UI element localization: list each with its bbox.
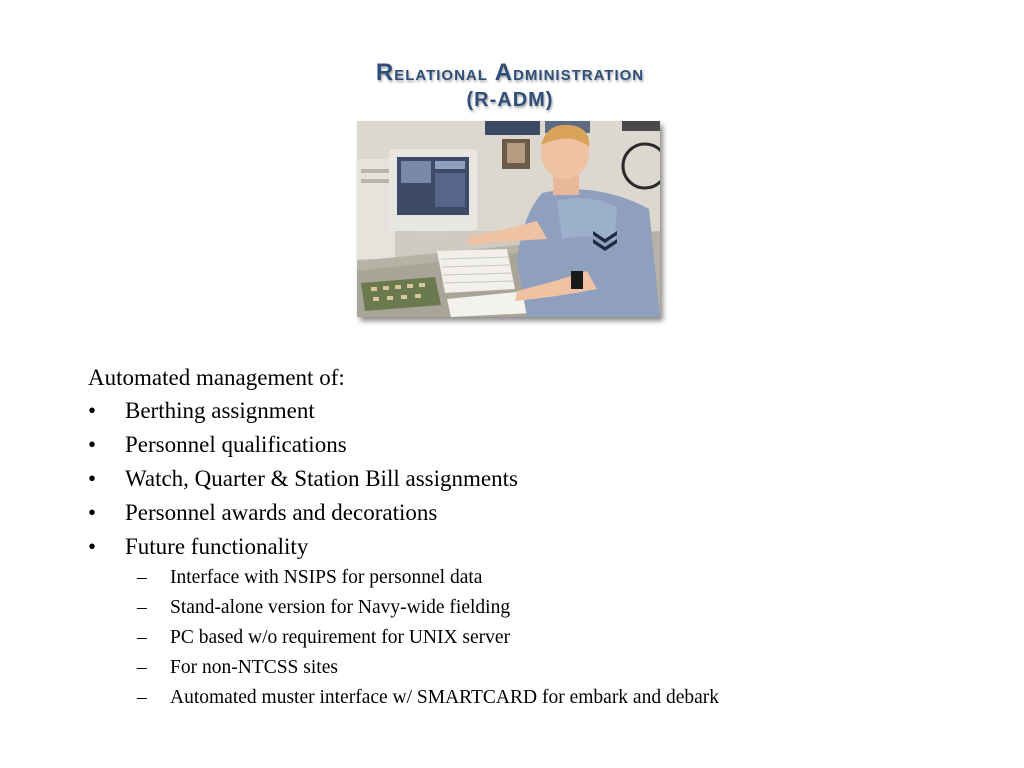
bullet-text: Berthing assignment — [125, 398, 315, 423]
dash-icon: – — [137, 597, 147, 618]
sub-bullet-text: Stand-alone version for Navy-wide fielding — [170, 597, 511, 618]
bullet-icon: • — [88, 432, 97, 457]
title-line-1 — [250, 60, 770, 87]
bullet-icon: • — [88, 398, 97, 423]
sub-bullet-text: Automated muster interface w/ SMARTCARD for embark and debark — [170, 687, 720, 708]
bullet-icon: • — [88, 466, 97, 491]
sub-bullet-text: Interface with NSIPS for personnel data — [170, 567, 483, 588]
dash-icon: – — [137, 657, 147, 678]
slide-title — [250, 60, 770, 113]
title-line-2: (R-ADM) — [466, 89, 554, 111]
bullet-text: Future functionality — [125, 534, 309, 559]
dash-icon: – — [137, 687, 147, 708]
title-word-administration: dministration — [513, 62, 645, 85]
title-cap-r: R — [375, 59, 395, 86]
bullet-icon: • — [88, 534, 97, 559]
title-word-relational: elational — [394, 62, 495, 85]
bullet-text: Watch, Quarter & Station Bill assignments — [125, 466, 518, 491]
sailor-computer-photo — [357, 121, 660, 317]
title-cap-a: A — [494, 59, 514, 86]
dash-icon: – — [137, 567, 147, 588]
sub-bullet-text: For non-NTCSS sites — [170, 657, 338, 678]
intro-text: Automated management of: — [88, 365, 345, 390]
bullet-icon: • — [88, 500, 97, 525]
bullet-text: Personnel qualifications — [125, 432, 347, 457]
sub-bullet-text: PC based w/o requirement for UNIX server — [170, 627, 511, 648]
dash-icon: – — [137, 627, 147, 648]
bullet-text: Personnel awards and decorations — [125, 500, 438, 525]
